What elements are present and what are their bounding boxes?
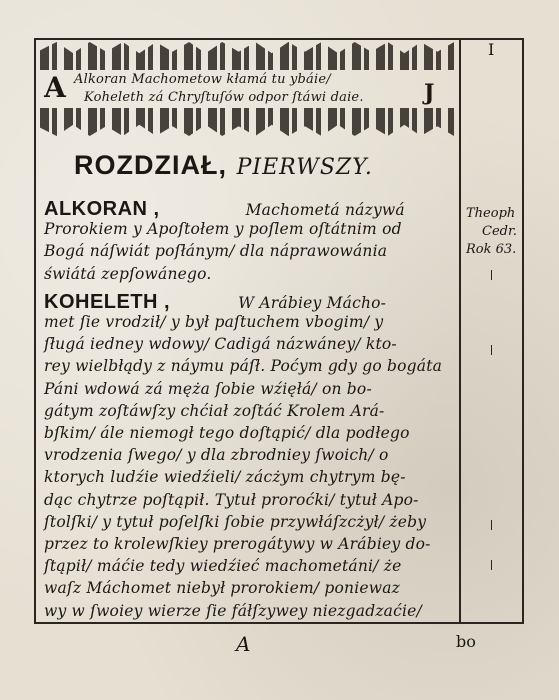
header-line-1: Alkoran Machometow kłamá tu ybáie/ bbox=[74, 72, 331, 87]
body-line-text: rey wielbłądy z náymu páſł. Poćym gdy go bogáta bbox=[44, 357, 443, 375]
catchword: bo bbox=[456, 632, 476, 651]
body-line bbox=[44, 357, 456, 375]
header-initial: A bbox=[44, 71, 66, 104]
body-line-text: Bogá náſwiát poſłánym/ dla náprawowánia bbox=[44, 242, 388, 260]
margin-note-3: Rok 63. bbox=[466, 242, 517, 257]
body-line-text: vrodzenia ſwego/ y dla zbrodniey ſwoich/ o bbox=[44, 446, 389, 464]
header-line-2: Koheleth zá Chryſtuſów odpor ſtáwi daie. bbox=[84, 90, 364, 105]
body-line-text: świátá zepſowánego. bbox=[44, 265, 212, 283]
body-line-text: ſługá iedney wdowy/ Cadigá názwáney/ kto- bbox=[44, 335, 397, 353]
body-line-text: ſtolſki/ y tytuł poſelſki ſobie przywłáſzcżył/ żeby bbox=[44, 513, 427, 531]
margin-tick bbox=[491, 270, 492, 280]
body-line-text: przez to krolewſkiey prerogátywy w Arábiey do- bbox=[44, 535, 431, 553]
body-line-text: Páni wdowá zá męża ſobie wźięłá/ on bo- bbox=[44, 380, 372, 398]
margin-note-2: Cedr. bbox=[482, 224, 517, 239]
margin-note-1: Theoph bbox=[466, 206, 516, 221]
body-line bbox=[44, 468, 456, 486]
body-line-text: Prorokiem y Apoſtołem y poſlem oſtátnim od bbox=[44, 220, 402, 238]
header-end-mark: J bbox=[424, 80, 435, 106]
margin-top-mark: I bbox=[488, 40, 495, 59]
body-line-lead: KOHELETH , bbox=[44, 291, 171, 313]
margin-tick bbox=[491, 560, 492, 570]
chapter-title bbox=[74, 150, 373, 181]
body-line bbox=[44, 380, 456, 398]
body-line-text: ſtąpił/ máćie tedy wiedźieć machometáni/ że bbox=[44, 557, 402, 575]
body-line-text: met ſie vrodził/ y był paſtuchem vbogim/ y bbox=[44, 313, 384, 331]
body-line bbox=[44, 579, 456, 597]
body-line-text: Machometá názywá bbox=[245, 201, 405, 219]
chapter-title-italic: PIERWSZY. bbox=[236, 155, 373, 180]
body-line-text: waſz Máchomet niebył prorokiem/ poniewaz bbox=[44, 579, 401, 597]
body-line-text: W Arábiey Mácho- bbox=[238, 294, 387, 312]
body-line bbox=[44, 557, 456, 575]
margin-column bbox=[461, 38, 524, 624]
body-line bbox=[44, 220, 456, 238]
body-line-text: bſkim/ ále niemogł tego doſtąpić/ dla podłego bbox=[44, 424, 410, 442]
body-line bbox=[44, 198, 456, 221]
body-line-text: ktorych ludźie wiedźieli/ zácżym chytrym bę- bbox=[44, 468, 406, 486]
body-line-text: wy w ſwoiey wierze ſie fáłſzywey niezgadzaćie/ bbox=[44, 602, 422, 620]
body-line bbox=[44, 402, 456, 420]
margin-tick bbox=[491, 345, 492, 355]
body-line bbox=[44, 313, 456, 331]
body-line bbox=[44, 424, 456, 442]
body-line bbox=[44, 335, 456, 353]
body-line bbox=[44, 265, 456, 283]
body-line bbox=[44, 242, 456, 260]
body-line-text: dąc chytrze poſtąpił. Tytuł proroćki/ tytuł Apo- bbox=[44, 491, 419, 509]
body-line bbox=[44, 513, 456, 531]
body-line bbox=[44, 491, 456, 509]
body-line-lead: ALKORAN , bbox=[44, 198, 160, 220]
chapter-title-bold: ROZDZIAŁ, bbox=[74, 150, 227, 180]
body-line bbox=[44, 291, 456, 314]
body-line bbox=[44, 535, 456, 553]
body-line bbox=[44, 602, 456, 620]
body-line bbox=[44, 446, 456, 464]
body-line-text: gátym zoſtáwſzy chćiał zoſtáć Krolem Ará- bbox=[44, 402, 385, 420]
margin-tick bbox=[491, 520, 492, 530]
signature-mark: A bbox=[236, 632, 251, 656]
